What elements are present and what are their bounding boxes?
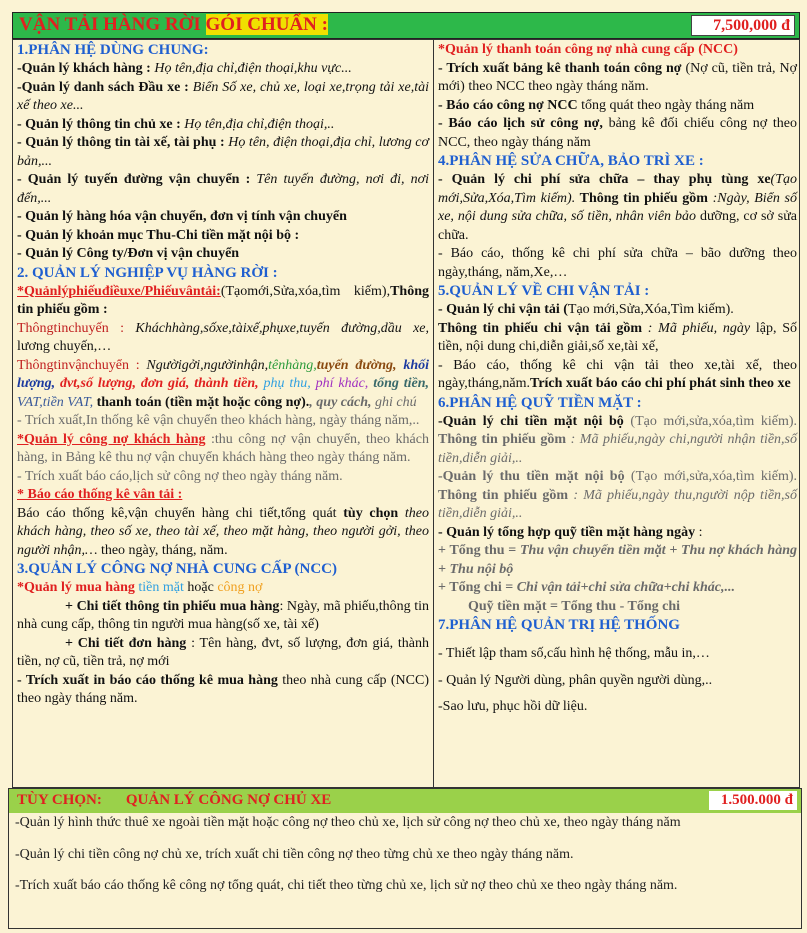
system-settings-item: - Thiết lập tham số,cấu hình hệ thống, mẫu in,… [438, 646, 710, 661]
section-4-title: 4.PHÂN HỆ SỬA CHỮA, BẢO TRÌ XE : [438, 153, 704, 169]
item-fields-label: Thông tin phiếu gồm [438, 432, 567, 447]
item-formula: Thu vận chuyển tiền mặt + Thu nợ khách hàng + Thu nội bộ [438, 543, 797, 577]
transport-info-item [17, 357, 429, 413]
section-5-title: 5.QUẢN LÝ VỀ CHI VẬN TẢI : [438, 283, 650, 299]
package-price: 7,500,000 đ [691, 15, 795, 36]
transport-expense-report [438, 357, 797, 394]
item-label: - Quản lý chi vận tải ( [438, 302, 568, 317]
item-text: (Nợ cũ, tiền trả, Nợ mới) theo NCC theo ngày tháng năm. [438, 60, 797, 94]
general-module-item [17, 60, 429, 79]
customer-debt-item [17, 431, 429, 468]
item-fields: : Mã phiếu,ngày chi,người nhận tiền,số tiền,diễn giải,.. [438, 432, 798, 466]
item-label: - Quản lý khoản mục Thu-Chi tiền mặt nội bộ : [17, 227, 300, 243]
supplier-debt-history [438, 115, 797, 152]
transport-info-label: Thôngtinvậnchuyển : [17, 357, 140, 373]
purchase-report [17, 672, 429, 709]
package-title [19, 14, 328, 36]
optional-line: -Quản lý hình thức thuê xe ngoài tiền mặt hoặc công nợ theo chủ xe, lịch sử công nợ theo chủ xe, theo ngày tháng năm [15, 815, 681, 830]
transport-expense-ticket [438, 320, 797, 357]
transport-field: , quy cách, [309, 394, 376, 410]
item-label: - Quản lý Công ty/Đơn vị vận chuyển [17, 246, 240, 261]
purchase-item [17, 579, 429, 598]
item-text: Tạo mới,Sửa,Xóa,Tìm kiếm). [567, 302, 734, 317]
item-fields: : Mã phiếu, ngày [642, 320, 751, 336]
item-label: -Quản lý chi tiền mặt nội bộ [438, 413, 624, 429]
section-3-title: 3.QUẢN LÝ CÔNG NỢ NHÀ CUNG CẤP (NCC) [17, 561, 337, 577]
cash-summary-item [438, 524, 797, 543]
report-filters: theo khách hàng, theo số xe, theo tài xế, theo mặt hàng, theo người gởi, theo người nhận,… [17, 505, 429, 558]
item-label: -Quản lý khách hàng : [17, 61, 151, 76]
order-detail [17, 635, 429, 672]
purchase-ticket-detail [17, 598, 429, 635]
purchase-report-label: - Trích xuất in báo cáo thống kê mua hàng [17, 672, 278, 688]
cash-fund-formula: Quỹ tiền mặt = Tổng thu - Tổng chi [468, 598, 681, 614]
cash-out-item [438, 413, 797, 469]
customer-debt-export: - Trích xuất báo cáo,lịch sử công nợ theo ngày tháng năm. [17, 468, 343, 484]
item-text: bảng kê đối chiếu công nợ theo NCC, theo ngày tháng năm [438, 116, 797, 150]
transport-field: đvt,số lượng, đơn giá, thành tiền, [59, 376, 264, 391]
item-label: - Quản lý hàng hóa vận chuyển, đơn vị tính vận chuyển [17, 209, 347, 224]
title-part2: GÓI CHUẨN : [205, 14, 328, 35]
purchase-report-text: theo nhà cung cấp (NCC) theo ngày tháng năm. [17, 672, 429, 706]
trip-info-tail: lương chuyến,… [17, 339, 112, 354]
item-label: - Quản lý thông tin chủ xe : [17, 116, 181, 132]
general-module-item [17, 227, 429, 246]
transport-export-item: - Trích xuất,In thống kê vận chuyển theo khách hàng, ngày tháng năm,.. [17, 413, 420, 428]
item-label: + Tổng thu = [438, 543, 520, 558]
item-label: -Quản lý thu tiền mặt nội bộ [438, 469, 625, 484]
item-text: : [695, 524, 703, 540]
optional-package [8, 788, 802, 929]
supplier-payment-export [438, 60, 797, 97]
item-label: - Quản lý tuyến đường vận chuyển : [17, 172, 251, 187]
title-part1: VẬN TẢI HÀNG RỜI [19, 14, 201, 35]
features-table [12, 39, 800, 788]
item-formula: Chi vận tải+chi sửa chữa+chi khác,... [516, 580, 735, 595]
general-module-item [17, 79, 429, 116]
purchase-cash: tiền mặt [134, 580, 184, 595]
general-module-item [17, 208, 429, 227]
purchase-ticket-label: + Chi tiết thông tin phiếu mua hàng [65, 598, 280, 614]
cash-in-item [438, 468, 797, 524]
transport-field: thanh toán (tiền mặt hoặc công nợ). [96, 394, 310, 410]
purchase-ticket-fields: : Ngày, mã phiếu,thông tin nhà cung cấp, thông tin người mua hàng(số xe, tài xế) [17, 598, 430, 632]
trip-info-label: Thôngtinchuyến : [17, 320, 125, 336]
report-period: theo ngày, tháng, năm. [97, 542, 228, 558]
customer-debt-label: *Quản lý công nợ khách hàng [17, 431, 206, 447]
transport-report-label: * Báo cáo thống kê vân tải : [17, 487, 183, 502]
item-fields: Họ tên,địa chỉ,điện thoại,.. [180, 116, 335, 132]
transport-report-item [17, 505, 429, 561]
dispatch-ticket-actions: (Tạomới,Sửa,xóa,tìm kiếm), [220, 283, 391, 299]
item-fields-label: Thông tin phiếu gồm [575, 190, 708, 206]
item-actions: (Tạo mới,Sửa,Xóa,Tìm kiếm). [438, 172, 797, 206]
section-2-title: 2. QUẢN LÝ NGHIỆP VỤ HÀNG RỜI : [17, 264, 278, 281]
report-option: tùy chọn [343, 505, 399, 521]
purchase-or: hoặc [183, 580, 218, 595]
item-fields: Tên tuyến đường, nơi đi, nơi đến,... [17, 172, 429, 206]
trip-info-item [17, 320, 429, 357]
optional-label: TÙY CHỌN: [17, 792, 102, 808]
item-label: - Quản lý chi phí sửa chữa – thay phụ tùng xe [438, 172, 771, 187]
left-column [13, 40, 434, 787]
item-fields: Biển Số xe, chủ xe, loại xe,trọng tải xe,tài xế theo xe... [17, 79, 429, 113]
repair-cost-item [438, 171, 797, 245]
user-management-item: - Quản lý Người dùng, phân quyền người dùng,.. [438, 672, 713, 688]
purchase-label: *Quản lý mua hàng [17, 580, 135, 595]
general-module-item [17, 245, 429, 264]
section-1-title: 1.PHÂN HỆ DÙNG CHUNG: [17, 42, 209, 58]
general-module-item [17, 116, 429, 135]
right-column [434, 40, 801, 787]
dispatch-ticket-label: *Quảnlýphiếuđiềuxe/Phiếuvântải: [17, 283, 221, 299]
section-6-title: 6.PHÂN HỆ QUỸ TIỀN MẶT : [438, 394, 642, 411]
item-label: - Quản lý tổng hợp quỹ tiền mặt hàng ngày [438, 524, 696, 540]
transport-field: ghi chú [375, 394, 417, 410]
transport-field: khối lượng, [17, 357, 429, 391]
package-title-bar [12, 12, 800, 39]
transport-field: phí khác, [315, 376, 374, 391]
supplier-payment-title: *Quản lý thanh toán công nợ nhà cung cấp (NCC) [438, 42, 738, 57]
item-fields: :Ngày, Biển số xe, nội dung sửa chữa, số tiền, nhân viên bảo [438, 190, 797, 224]
dispatch-ticket-item [17, 283, 429, 320]
general-module-item [17, 171, 429, 208]
transport-field: phụ thu, [263, 376, 316, 391]
trip-info-fields: Kháchhàng,sốxe,tàixế,phụxe,tuyến đường,dầu xe, [124, 320, 429, 336]
transport-expense-item [438, 301, 797, 320]
item-text: tổng quát theo ngày tháng năm [577, 97, 755, 113]
item-label: - Báo cáo công nợ NCC [438, 97, 578, 113]
general-module-item [17, 134, 429, 171]
item-text: dưỡng, cơ sở sửa chữa. [438, 209, 797, 243]
report-text: Báo cáo thống kê,vận chuyển hàng chi tiết,tổng quát [17, 505, 344, 521]
optional-line: -Quản lý chi tiền công nợ chủ xe, trích xuất chi tiền công nợ theo từng chủ xe theo ngày tháng năm. [15, 847, 574, 862]
item-label: - Quản lý thông tin tài xế, tài phụ : [17, 135, 225, 150]
item-text: - Báo cáo, thống kê chi vận tải theo xe,tài xế, theo ngày,tháng,năm. [438, 357, 797, 391]
optional-package-title [17, 792, 331, 809]
optional-package-price: 1.500.000 đ [709, 791, 797, 810]
backup-restore-item: -Sao lưu, phục hồi dữ liệu. [438, 699, 588, 714]
item-label: + Tổng chi = [438, 580, 517, 595]
item-fields: : Mã phiếu,ngày thu,người nộp tiền,số tiền,diễn giải,.. [438, 487, 797, 521]
order-detail-fields: : Tên hàng, đvt, số lượng, đơn giá, thành tiền, nợ cũ, tiền trả, nợ mới [17, 635, 429, 669]
item-fields-label: Thông tin phiếu gồm [438, 487, 569, 503]
item-text: lập, Số tiền, nội dung chi,diễn giải,số xe,tài xế, [438, 320, 797, 354]
item-text: (Tạo mới,sửa,xóa,tìm kiếm). [623, 413, 797, 429]
optional-line: -Trích xuất báo cáo thống kê công nợ tổng quát, chi tiết theo từng chủ xe, lịch sử nợ theo chủ xe theo ngày tháng năm. [15, 878, 678, 893]
item-text: (Tạo mới,sửa,xóa,tìm kiếm). [624, 469, 797, 484]
total-expense-item [438, 579, 797, 598]
section-1-list [17, 60, 429, 264]
transport-field: tổng tiền, [373, 376, 430, 391]
section-7-title: 7.PHÂN HỆ QUẢN TRỊ HỆ THỐNG [438, 617, 680, 633]
optional-package-header [9, 789, 801, 813]
transport-field: VAT,tiền VAT, [17, 394, 97, 410]
transport-field: tuyến đường, [316, 357, 404, 373]
customer-debt-text: :thu công nợ vận chuyển, theo khách hàng, in Bảng kê thu nợ vận chuyển khách hàng theo ngày tháng năm. [17, 431, 429, 465]
item-label: Thông tin phiếu chi vận tải gồm [438, 320, 643, 336]
item-fields: Họ tên, điện thoại,địa chỉ, lương cơ bản,... [17, 135, 429, 169]
item-label: - Báo cáo lịch sử công nợ, [438, 116, 603, 131]
purchase-credit: công nợ [217, 580, 263, 595]
item-label: -Quản lý danh sách Đầu xe : [17, 79, 189, 95]
item-label: - Trích xuất bảng kê thanh toán công nợ [438, 60, 682, 76]
order-detail-label: + Chi tiết đơn hàng [65, 635, 187, 651]
repair-report-item: - Báo cáo, thống kê chi phí sửa chữa – bão dưỡng theo ngày,tháng, năm,Xe,… [438, 246, 797, 280]
supplier-debt-report [438, 97, 797, 116]
transport-report-title [17, 486, 429, 505]
total-income-item [438, 542, 797, 579]
transport-field: Ngườigởi,ngườinhận, [139, 357, 269, 373]
transport-field: tênhàng, [268, 357, 317, 373]
optional-title-text: QUẢN LÝ CÔNG NỢ CHỦ XE [125, 792, 332, 808]
item-label: Trích xuất báo cáo chi phí phát sinh theo xe [530, 376, 791, 391]
item-fields: Họ tên,địa chỉ,điện thoại,khu vực... [150, 61, 352, 76]
dispatch-ticket-fields-label: Thông tin phiếu gồm : [17, 283, 429, 317]
